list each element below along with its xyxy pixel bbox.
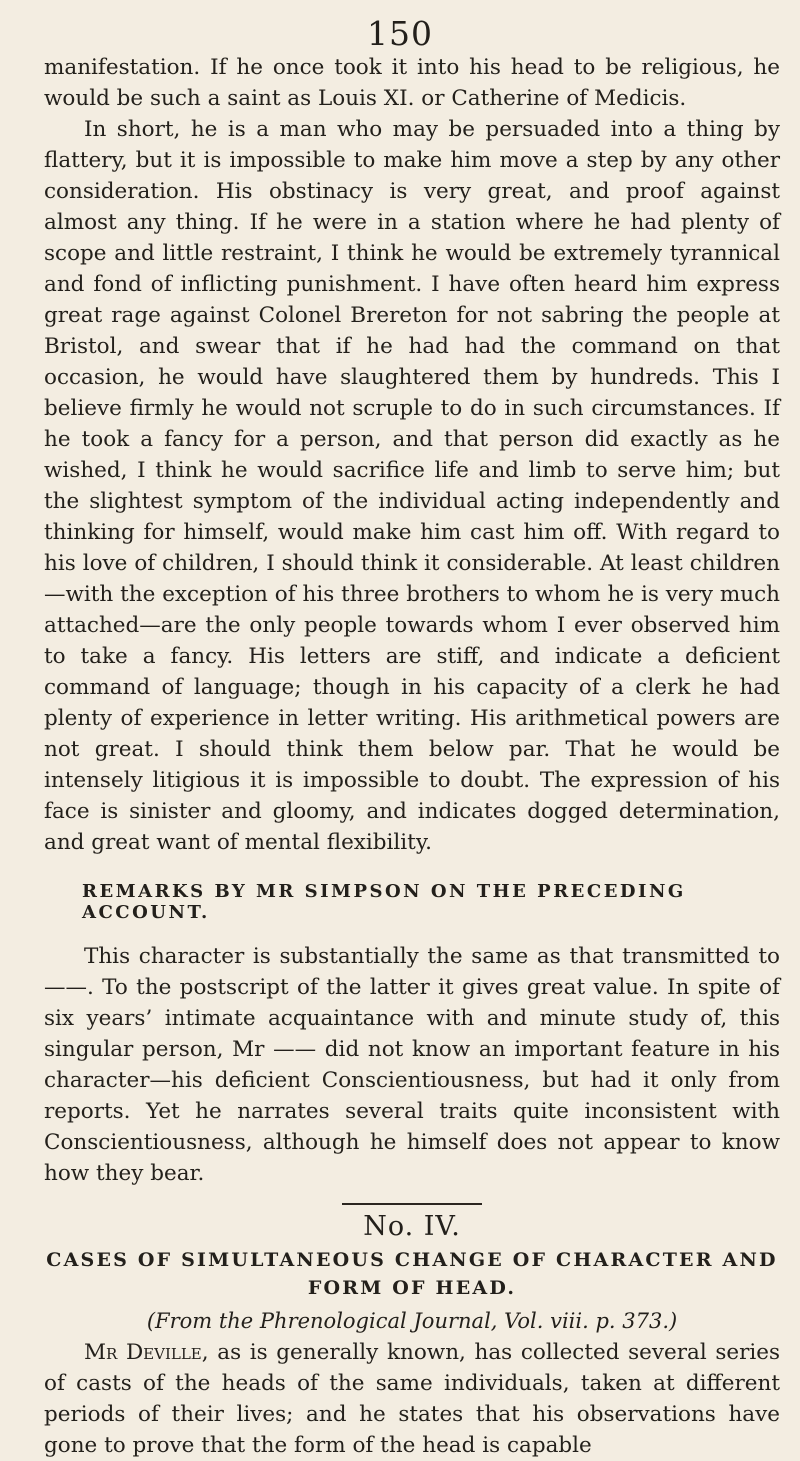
section-divider xyxy=(342,1203,482,1205)
paragraph-deville-text: as is generally known, has collected several series of casts of the heads of the same individuals, taken at different periods of their lives; and he states that his observations have gone to prove that the form of the head is capable xyxy=(44,1340,781,1458)
paragraph-continued: manifestation. If he once took it into his head to be religious, he would be such a saint as Louis XI. or Catherine of Medicis. xyxy=(44,55,780,111)
section-source: (From the Phrenological Journal, Vol. viii. p. 373.) xyxy=(146,1309,678,1333)
body-text xyxy=(44,52,780,1461)
paragraph-remarks: This character is substantially the same as that transmitted to ——. To the postscript of the latter it gives great value. In spite of six years’ intimate acquaintance with and minute study of, this singular person, Mr —— did not know an important feature in his character—his deficient Conscientiousness, but had it only from reports. Yet he narrates several traits quite inconsistent with Conscientiousness, although he himself does not appear to know how they bear. xyxy=(44,944,780,1186)
remarks-heading: REMARKS BY MR SIMPSON ON THE PRECEDING ACCOUNT. xyxy=(82,881,686,923)
paragraph-deville xyxy=(44,1337,780,1461)
section-title: CASES OF SIMULTANEOUS CHANGE OF CHARACTER AND FORM OF HEAD. xyxy=(46,1249,778,1299)
lead-name: Mr Deville, xyxy=(84,1340,209,1365)
paragraph-character-description: In short, he is a man who may be persuaded into a thing by flattery, but it is impossible to make him move a step by any other consideration. His obstinacy is very great, and proof against almost any thing. If he were in a station where he had plenty of scope and little restraint, I think he would be extremely tyrannical and fond of inflicting punishment. I have often heard him express great rage against Colonel Brereton for not sabring the people at Bristol, and swear that if he had had the command on that occasion, he would have slaughtered them by hundreds. This I believe firmly he would not scruple to do in such circumstances. If he took a fancy for a person, and that person did exactly as he wished, I think he would sacrifice life and limb to serve him; but the slightest symptom of the individual acting independently and thinking for himself, would make him cast him off. With regard to his love of children, I should think it considerable. At least children—with the exception of his three brothers to whom he is very much attached—are the only people towards whom I ever observed him to take a fancy. His letters are stiff, and indicate a deficient command of language; though in his capacity of a clerk he had plenty of experience in letter writing. His arithmetical powers are not great. I should think them below par. That he would be intensely litigious it is impossible to doubt. The expression of his face is sinister and gloomy, and indicates dogged determination, and great want of mental flexibility. xyxy=(44,117,780,855)
page-number: 150 xyxy=(367,14,433,53)
section-number: No. IV. xyxy=(363,1211,461,1242)
